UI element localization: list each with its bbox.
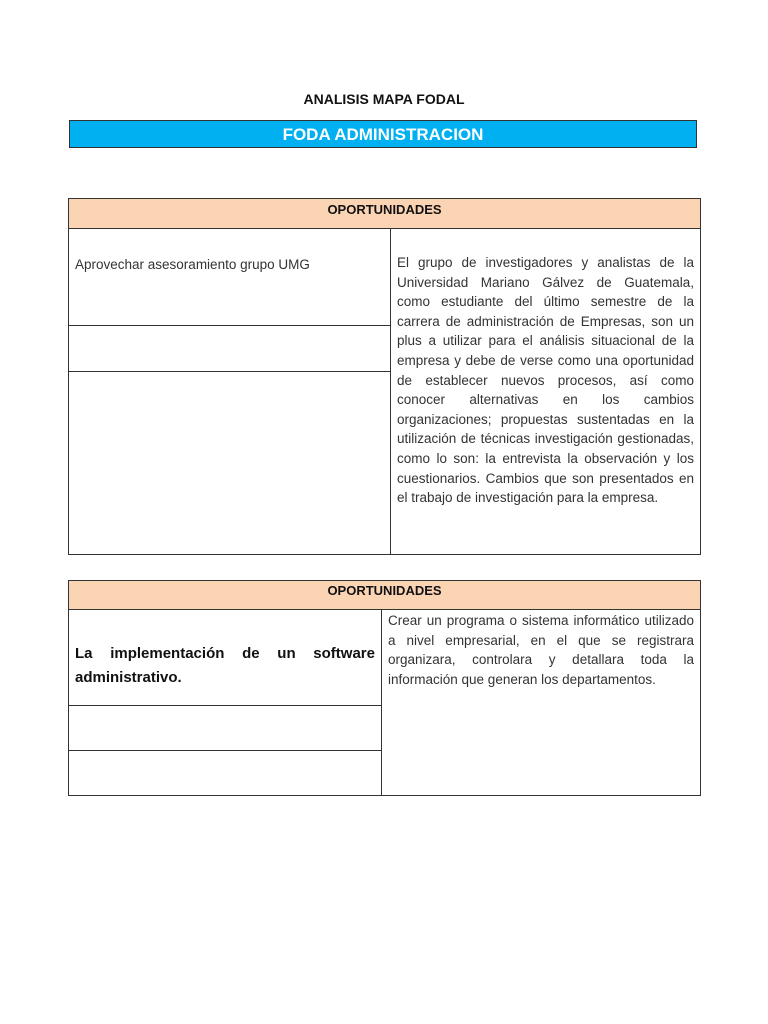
left-column xyxy=(69,610,382,795)
opportunity-description: El grupo de investigadores y analistas de la Universidad Mariano Gálvez de Guatemala, como estudiante del último semestre de la carrera de administración de Empresas, son un plus a utilizar para el análisis situacional de la empresa y debe de verse como una oportunidad de establecer nuevos procesos, así como conocer alternativas en los cambios organizaciones; propuestas sustentadas en la utilización de técnicas investigación gestionadas, como lo son: la entrevista la observación y los cuestionarios. Cambios que son presentados en el trabajo de investigación para la empresa. xyxy=(397,255,694,506)
left-column xyxy=(69,229,391,554)
foda-banner: FODA ADMINISTRACION xyxy=(69,120,697,148)
page-title: ANALISIS MAPA FODAL xyxy=(303,91,465,107)
opportunity-label: Aprovechar asesoramiento grupo UMG xyxy=(75,257,310,272)
table-cell-empty xyxy=(69,706,381,751)
opportunity-description: Crear un programa o sistema informático utilizado a nivel empresarial, en el que se registrara organizara, controlara y detallara toda la información que generan los departamentos. xyxy=(388,613,694,687)
table-cell-empty xyxy=(69,372,390,554)
table-header: OPORTUNIDADES xyxy=(69,581,700,610)
table-cell xyxy=(69,229,390,326)
table-cell xyxy=(69,610,381,706)
opportunity-label: La implementación de un software administrativo. xyxy=(75,645,375,686)
right-column xyxy=(391,229,700,554)
opportunities-table-1 xyxy=(68,198,701,555)
right-column xyxy=(382,610,700,795)
opportunities-table-2 xyxy=(68,580,701,796)
table-cell-empty xyxy=(69,326,390,372)
table-header: OPORTUNIDADES xyxy=(69,199,700,229)
table-cell-empty xyxy=(69,751,381,795)
